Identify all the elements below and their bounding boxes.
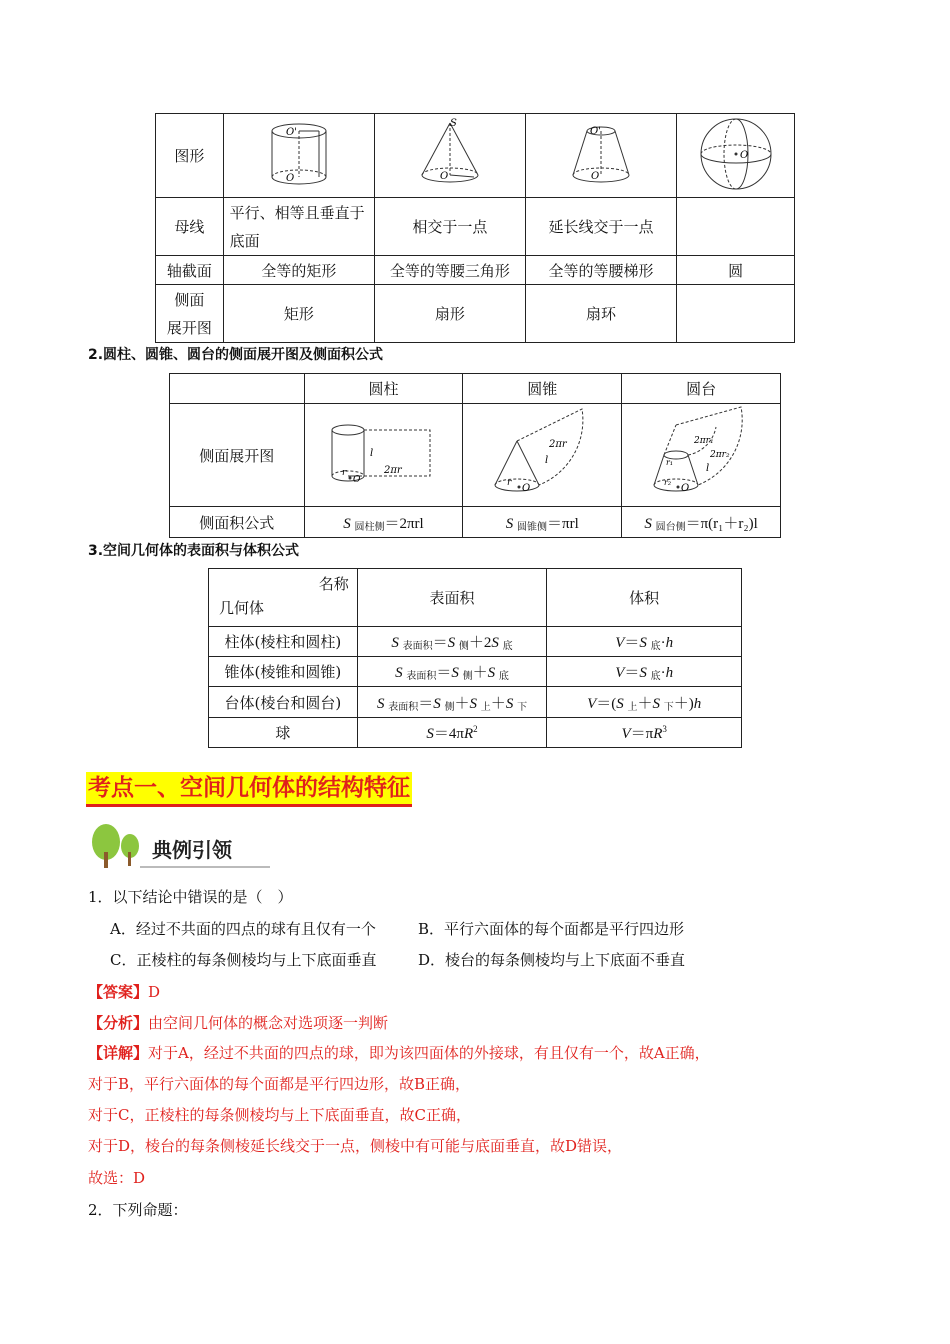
topic-banner: 考点一、空间几何体的结构特征 — [86, 772, 412, 807]
volume-frustum: V＝(S 上＋S 下＋)h — [547, 687, 742, 718]
two-pi-r-label: 2πr — [549, 439, 567, 450]
volume-pyramid: V＝S 底·h — [547, 657, 742, 687]
cone-unfold-figure — [463, 404, 622, 507]
q1-option-c: C．正棱柱的每条侧棱均与上下底面垂直 — [110, 951, 377, 969]
o-prime-label: O' — [285, 126, 297, 138]
surface-frustum: S 表面积＝S 侧＋S 上＋S 下 — [357, 687, 547, 718]
l-label: l — [706, 463, 710, 474]
example-label-text: 典例引领 — [152, 838, 232, 862]
header-cylinder: 圆柱 — [304, 374, 463, 404]
detail-line-2: 对于B，平行六面体的每个面都是平行四边形，故B正确， — [88, 1075, 471, 1093]
tree-icon — [90, 822, 150, 870]
surface-pyramid: S 表面积＝S 侧＋S 底 — [357, 657, 547, 687]
q2-stem: 2．下列命题： — [88, 1201, 188, 1219]
row-label-axial: 轴截面 — [156, 256, 224, 285]
generatrix-cylinder: 平行、相等且垂直于底面 — [223, 198, 375, 256]
o-prime-label: O' — [589, 125, 601, 137]
axial-frustum: 全等的等腰梯形 — [525, 256, 677, 285]
o-label: O — [522, 483, 531, 494]
apex-s-label: S — [449, 117, 457, 129]
two-pi-r2-label: 2πr₂ — [710, 450, 730, 460]
axial-cylinder: 全等的矩形 — [223, 256, 375, 285]
axial-sphere: 圆 — [677, 256, 795, 285]
formula-cylinder: S 圆柱侧＝2πrl — [304, 507, 463, 538]
lateral-cylinder: 矩形 — [223, 285, 375, 343]
o-label: O — [285, 172, 295, 184]
answer-line: 【答案】D — [88, 983, 161, 1001]
volume-sphere: $V=\pi R^3$ — [547, 718, 742, 748]
surface-sphere: $S=4\pi R^2$ — [357, 718, 547, 748]
section3-heading: 3.空间几何体的表面积与体积公式 — [88, 543, 300, 559]
formula-frustum: S 圆台侧＝π(r₁＋r₂)l — [622, 507, 781, 538]
row-label-generatrix: 母线 — [156, 198, 224, 256]
axial-cone: 全等的等腰三角形 — [375, 256, 526, 285]
conclusion-line: 故选：D — [88, 1169, 146, 1187]
r-label: r — [507, 478, 512, 488]
header-surface: 表面积 — [357, 569, 547, 627]
surface-volume-table — [208, 568, 742, 748]
r2-label: r₂ — [664, 478, 672, 487]
o-label: O — [681, 483, 690, 494]
l-label: l — [545, 455, 549, 466]
row-label-unfold: 侧面展开图 — [170, 404, 305, 507]
r-label: r — [342, 468, 347, 478]
r1-label: r₁ — [666, 458, 674, 467]
row-label-lateral: 侧面 展开图 — [156, 285, 224, 343]
detail-line-1: 【详解】对于A，经过不共面的四点的球，即为该四面体的外接球，有且仅有一个，故A正确， — [88, 1044, 710, 1062]
lateral-cone: 扇形 — [375, 285, 526, 343]
frustum-figure — [525, 114, 677, 198]
q1-option-b: B．平行六面体的每个面都是平行四边形 — [418, 920, 685, 938]
corner-bottom-label: 几何体 — [219, 599, 265, 617]
analysis-line: 【分析】由空间几何体的概念对选项逐一判断 — [88, 1014, 389, 1032]
section2-heading: 2.圆柱、圆锥、圆台的侧面展开图及侧面积公式 — [88, 347, 384, 363]
o-label: O — [353, 475, 361, 485]
header-cone: 圆锥 — [463, 374, 622, 404]
header-frustum: 圆台 — [622, 374, 781, 404]
cylinder-unfold-figure — [304, 404, 463, 507]
cylinder-figure — [223, 114, 375, 198]
generatrix-frustum: 延长线交于一点 — [525, 198, 677, 256]
generatrix-cone: 相交于一点 — [375, 198, 526, 256]
detail-line-4: 对于D，棱台的每条侧棱延长线交于一点，侧棱中有可能与底面垂直，故D错误， — [88, 1137, 623, 1155]
q1-option-d: D．棱台的每条侧棱均与上下底面不垂直 — [418, 951, 686, 969]
q1-option-a: A．经过不共面的四点的球有且仅有一个 — [110, 920, 376, 938]
generatrix-sphere — [677, 198, 795, 256]
row-label-formula: 侧面积公式 — [170, 507, 305, 538]
lateral-area-table — [169, 373, 781, 538]
o-label: O — [739, 149, 748, 161]
name-sphere: 球 — [209, 718, 358, 748]
solids-table — [155, 113, 795, 343]
o-label: O — [439, 170, 449, 182]
surface-prism: S 表面积＝S 侧＋2S 底 — [357, 627, 547, 657]
l-label: l — [370, 448, 374, 459]
lateral-frustum: 扇环 — [525, 285, 677, 343]
example-label — [90, 822, 270, 870]
cone-figure — [375, 114, 526, 198]
two-pi-r-label: 2πr — [384, 465, 403, 476]
formula-cone: S 圆锥侧＝πrl — [463, 507, 622, 538]
sphere-figure — [677, 114, 795, 198]
corner-cell — [209, 569, 358, 627]
lateral-sphere — [677, 285, 795, 343]
name-frustum: 台体(棱台和圆台) — [209, 687, 358, 718]
corner-top-label: 名称 — [318, 575, 349, 593]
frustum-unfold-figure — [622, 404, 781, 507]
q1-stem: 1．以下结论中错误的是（ ） — [88, 888, 293, 906]
name-prism: 柱体(棱柱和圆柱) — [209, 627, 358, 657]
detail-line-3: 对于C，正棱柱的每条侧棱均与上下底面垂直，故C正确， — [88, 1106, 471, 1124]
header-volume: 体积 — [547, 569, 742, 627]
volume-prism: V＝S 底·h — [547, 627, 742, 657]
row-label-shape: 图形 — [156, 114, 224, 198]
two-pi-r1-label: 2πr₁ — [694, 436, 714, 446]
o-label: O — [590, 170, 600, 182]
name-pyramid: 锥体(棱锥和圆锥) — [209, 657, 358, 687]
